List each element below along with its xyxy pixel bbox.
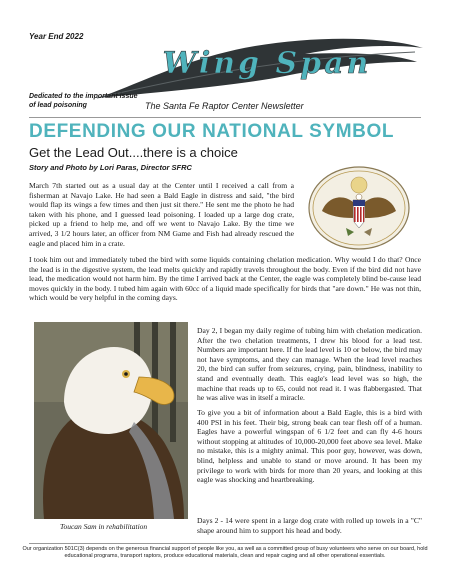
footer-divider — [29, 543, 421, 544]
dedication-note: Dedicated to the important issue of lead poisoning — [29, 93, 138, 109]
article-subhead: Get the Lead Out....there is a choice — [29, 145, 238, 160]
photo-caption: Toucan Sam in rehabilitation — [60, 522, 148, 531]
newsletter-subtitle: The Santa Fe Raptor Center Newsletter — [145, 101, 304, 111]
paragraph-4: To give you a bit of information about a Bald Eagle, this is a bird with 400 PSI in his feet. Their big, strong beak can tear flesh off of a human. Eagles have a powerful wingspan of 6 1/2 feet and can fly 4-6 hours without stopping at altitudes of 10,000-20,000 feet above sea level. Make no mistake, this is a mighty animal. This poor guy, however, was down, blind, helpless and unable to stand or move around. It has been my privilege to work with birds for more than 20 years, and looking at this eagle was shocking and heartbreaking. — [197, 408, 422, 485]
paragraph-5: Days 2 - 14 were spent in a large dog crate with rolled up towels in a "C" shape around him to support his head and body. — [197, 516, 422, 535]
issue-date: Year End 2022 — [29, 32, 84, 41]
masthead-logo — [95, 28, 425, 103]
header-divider — [29, 117, 421, 118]
masthead-title: Wing Span — [162, 46, 372, 81]
footer-note: Our organization 501C(3) depends on the generous financial support of people like you, as well as a committed group of busy volunteers who serve on our board, hold educational programs, transport raptors, produce educational materials, clean and repair caging and all other operational essentials. — [22, 546, 428, 559]
article-byline: Story and Photo by Lori Paras, Director SFRC — [29, 163, 192, 172]
paragraph-2: I took him out and immediately tubed the bird with some liquids containing chelation medication. Why would I do that? Once the lead is in the digestive system, the lead melts quickly and rapidly travels throughout the body. Even if the bird did not have lead, the medication would not harm him. By the time I arrived back at the Center, the eagle was completely blind be-cause lead moves quickly in the body. I tubed him again with 60cc of a liquid made specifically for birds that "are down." He was not thin, which would be very helpful in the coming days. — [29, 255, 421, 303]
article-headline: DEFENDING OUR NATIONAL SYMBOL — [29, 121, 395, 142]
paragraph-3: Day 2, I began my daily regime of tubing him with chelation medication. After the two chelation treatments, I drew his blood for a lead test. Numbers are important here. If the lead level is 10 or below, the bird may not have symptoms, and they can manage. When the lead level reaches 20, the bird can suffer from seizures, crying, pain, blindness, inability to stand and eventually death. This eagle's lead level was so high, the machine that reads up to 65, could not read it. I was flabbergasted. That he was alive was in itself a miracle. — [197, 326, 422, 403]
paragraph-1: March 7th started out as a usual day at the Center until I received a call from a fisherman at Navajo Lake. He had seen a Bald Eagle in distress and said, "the bird would flap its wings a few times and then just sit there." He sent me the photo he had taken with his phone, and I guessed lead poisoning. I loaded up a large dog crate, picked up a friend to help me, and off we went to Navajo Lake. By the time we arrived, 3 1/2 hours later, an officer from NM Game and Fish had already rescued the eagle and placed him in a crate. — [29, 181, 294, 248]
eagle-photo — [34, 322, 188, 519]
great-seal-icon — [308, 166, 410, 250]
